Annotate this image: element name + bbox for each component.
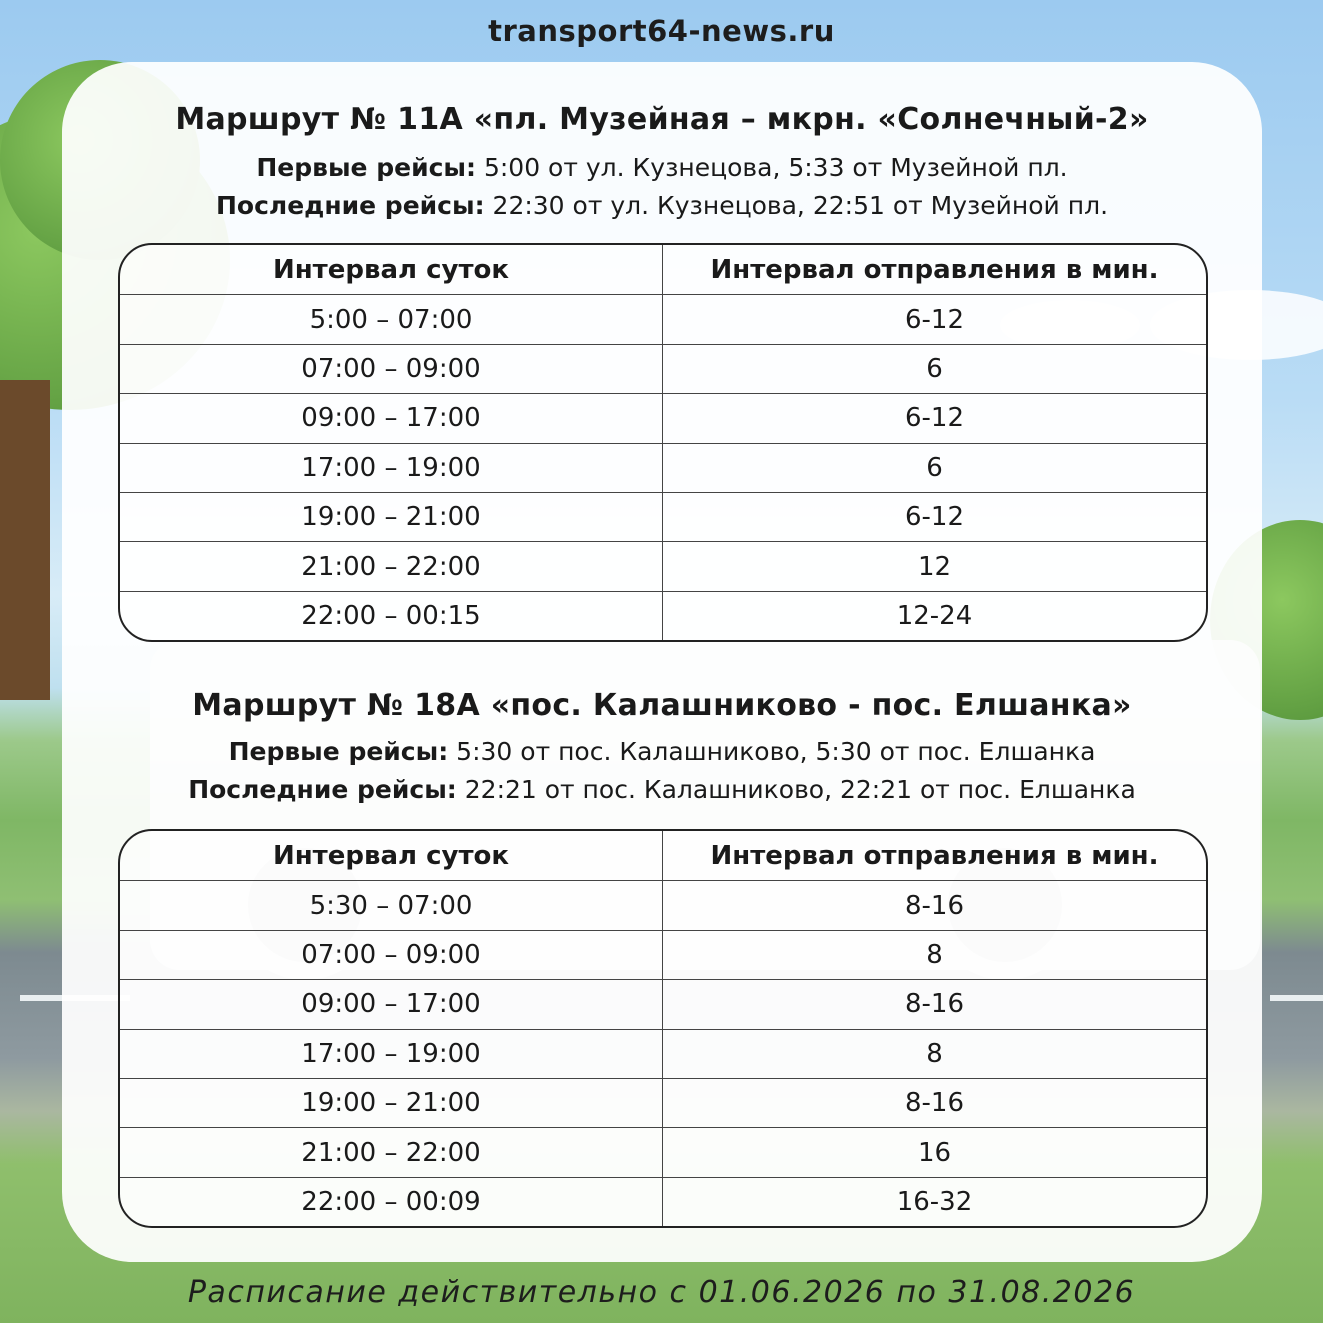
validity-note: Расписание действительно с 01.06.2026 по 31.08.2026 xyxy=(187,1275,1136,1310)
table-header xyxy=(120,831,1206,880)
interval-table-18a xyxy=(118,829,1208,1228)
time-range: 19:00 – 21:00 xyxy=(120,1079,663,1127)
interval-minutes: 6-12 xyxy=(904,304,964,335)
last-trips xyxy=(62,773,1262,807)
interval-minutes: 12-24 xyxy=(896,600,973,631)
table-row xyxy=(120,294,1206,343)
route-title: Маршрут № 11А «пл. Музейная – мкрн. «Солнечный-2» xyxy=(175,102,1149,137)
interval-minutes: 8-16 xyxy=(904,1088,964,1119)
time-range: 09:00 – 17:00 xyxy=(120,980,663,1028)
last-trips-text: 22:30 от ул. Кузнецова, 22:51 от Музейной пл. xyxy=(484,191,1109,220)
interval-minutes: 6-12 xyxy=(904,403,964,434)
first-trips-text: 5:30 от пос. Калашниково, 5:30 от пос. Елшанка xyxy=(448,737,1096,766)
interval-minutes: 16 xyxy=(917,1137,952,1168)
interval-minutes: 8-16 xyxy=(904,890,964,921)
time-range: 07:00 – 09:00 xyxy=(120,345,663,393)
table-row xyxy=(120,1127,1206,1176)
last-trips-label: Последние рейсы: xyxy=(215,191,485,220)
interval-minutes: 6 xyxy=(926,452,943,483)
interval-minutes: 8 xyxy=(926,939,943,970)
interval-minutes: 12 xyxy=(917,551,952,582)
time-range: 21:00 – 22:00 xyxy=(120,542,663,590)
table-row xyxy=(120,979,1206,1028)
table-row xyxy=(120,443,1206,492)
table-row xyxy=(120,930,1206,979)
time-range: 22:00 – 00:09 xyxy=(120,1178,663,1226)
route-title: Маршрут № 18А «пос. Калашниково - пос. Елшанка» xyxy=(192,688,1132,723)
route-header-11a xyxy=(62,102,1262,223)
interval-minutes: 6 xyxy=(926,353,943,384)
header-time-range: Интервал суток xyxy=(120,831,663,880)
time-range: 5:30 – 07:00 xyxy=(120,881,663,929)
table-row xyxy=(120,1177,1206,1226)
table-row xyxy=(120,591,1206,640)
table-row xyxy=(120,344,1206,393)
header-time-range: Интервал суток xyxy=(120,245,663,294)
last-trips-label: Последние рейсы: xyxy=(188,775,457,804)
first-trips-text: 5:00 от ул. Кузнецова, 5:33 от Музейной пл. xyxy=(476,153,1068,182)
time-range: 19:00 – 21:00 xyxy=(120,493,663,541)
last-trips-text: 22:21 от пос. Калашниково, 22:21 от пос. Елшанка xyxy=(456,775,1136,804)
header-interval: Интервал отправления в мин. xyxy=(710,840,1159,871)
table-row xyxy=(120,880,1206,929)
header-interval: Интервал отправления в мин. xyxy=(710,254,1159,285)
first-trips-label: Первые рейсы: xyxy=(228,737,449,766)
time-range: 17:00 – 19:00 xyxy=(120,444,663,492)
first-trips-label: Первые рейсы: xyxy=(256,153,477,182)
interval-minutes: 6-12 xyxy=(904,502,964,533)
interval-minutes: 16-32 xyxy=(896,1186,973,1217)
table-row xyxy=(120,393,1206,442)
table-header xyxy=(120,245,1206,294)
table-row xyxy=(120,1078,1206,1127)
schedule-panel xyxy=(62,62,1262,1262)
time-range: 09:00 – 17:00 xyxy=(120,394,663,442)
interval-minutes: 8 xyxy=(926,1038,943,1069)
table-row xyxy=(120,1029,1206,1078)
time-range: 21:00 – 22:00 xyxy=(120,1128,663,1176)
time-range: 5:00 – 07:00 xyxy=(120,295,663,343)
interval-table-11a xyxy=(118,243,1208,642)
site-domain: transport64-news.ru xyxy=(488,14,835,48)
last-trips xyxy=(62,189,1262,223)
interval-minutes: 8-16 xyxy=(904,989,964,1020)
table-row xyxy=(120,541,1206,590)
time-range: 22:00 – 00:15 xyxy=(120,592,663,640)
table-row xyxy=(120,492,1206,541)
first-trips xyxy=(62,735,1262,769)
time-range: 07:00 – 09:00 xyxy=(120,931,663,979)
first-trips xyxy=(62,151,1262,185)
route-header-18a xyxy=(62,688,1262,807)
time-range: 17:00 – 19:00 xyxy=(120,1030,663,1078)
